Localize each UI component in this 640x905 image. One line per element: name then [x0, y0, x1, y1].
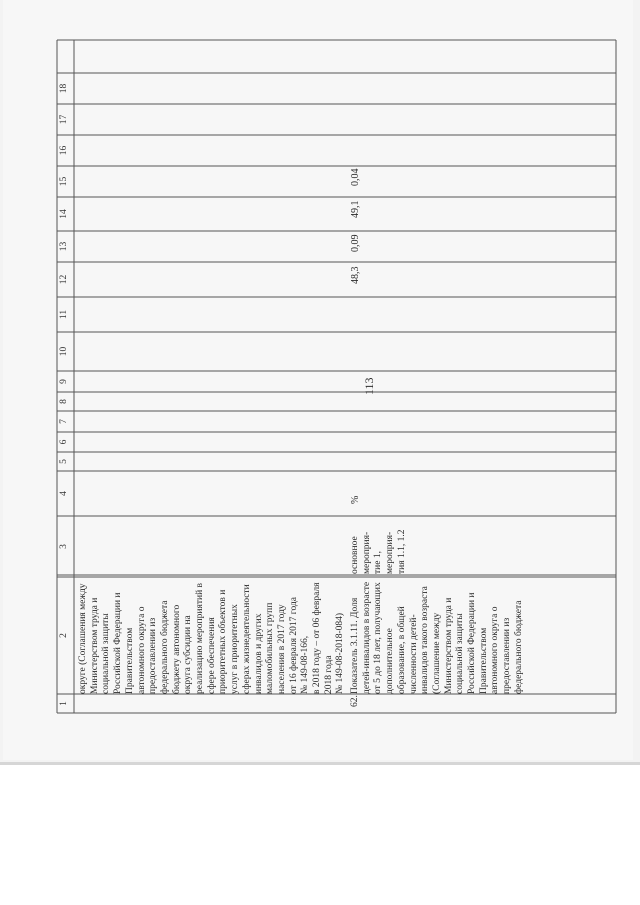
row-62-col11: 48,3	[350, 266, 361, 284]
row-62-measure-line: основное	[350, 536, 360, 574]
previous-row-line: от 16 февраля 2017 года	[288, 597, 299, 694]
row-62-line: Российской Федерации и	[467, 592, 477, 694]
previous-row-line: № 149-08-2018-084)	[335, 612, 346, 694]
column-header-17: 17	[59, 114, 69, 125]
previous-row-line: в 2018 году – от 06 февраля	[312, 582, 322, 694]
previous-row-line: инвалидов и других	[253, 613, 264, 694]
previous-row-line: 2018 года	[323, 655, 334, 694]
row-62-col13: 49,1	[350, 200, 361, 218]
row-62-line: Показатель 3.1.11. Доля	[350, 597, 360, 694]
row-62-col14: 0,04	[350, 168, 361, 186]
column-header-7: 7	[59, 419, 69, 424]
previous-row-line: сферах жизнедеятельности	[241, 584, 252, 694]
row-62-number: 62.	[350, 695, 360, 707]
row-62-line: Правительством	[478, 627, 489, 694]
previous-row-line: Российской Федерации и	[113, 592, 124, 694]
previous-row-line: сфере обеспечения	[206, 617, 217, 694]
previous-row-line: услуг в приоритетных	[230, 604, 241, 694]
row-62-measure-line: мероприя-	[361, 531, 372, 574]
row-62-line: (Соглашение между	[431, 612, 442, 694]
column-header-3: 3	[59, 544, 69, 549]
column-header-16: 16	[59, 145, 69, 156]
row-62-line: федерального бюджета	[513, 600, 524, 694]
column-header-12: 12	[59, 274, 69, 285]
row-62-line: численности детей-	[408, 614, 419, 694]
row-62-line: автономного округа о	[490, 606, 501, 694]
previous-row-line: федерального бюджета	[159, 600, 170, 694]
row-62-line: Министерством труда и	[443, 597, 454, 694]
column-header-1: 1	[59, 701, 69, 706]
column-header-8: 8	[59, 399, 69, 404]
previous-row-line: бюджету автономного	[171, 604, 182, 694]
previous-row-line: реализацию мероприятий в	[195, 582, 205, 694]
row-62-line: предоставлении из	[502, 617, 513, 694]
column-header-10: 10	[59, 346, 69, 357]
previous-row-line: округе (Соглашения между	[78, 583, 88, 694]
row-62-line: инвалидов такого возраста	[420, 586, 431, 694]
row-62-line: детей-инвалидов в возрасте	[361, 581, 372, 694]
row-62-line: социальной защиты	[455, 613, 466, 694]
row-62-measure-line: тия 1.1, 1.2	[396, 529, 407, 574]
column-header-5: 5	[59, 459, 69, 464]
previous-row-line: № 149-08-166,	[300, 635, 311, 694]
row-62-measure-line: мероприя-	[385, 531, 396, 574]
column-header-18: 18	[59, 83, 69, 94]
column-header-6: 6	[59, 439, 69, 445]
column-header-13: 13	[59, 241, 69, 252]
previous-row-line: Министерством труда и	[89, 597, 100, 694]
row-62-line: образование, в общей	[396, 606, 407, 694]
previous-row-line: автономного округа о	[136, 606, 147, 694]
row-62-line: от 5 до 18 лет, получающих	[373, 582, 384, 694]
page-number: 113	[362, 377, 376, 395]
previous-row-line: маломобильных групп	[265, 602, 276, 694]
row-62-line: дополнительное	[385, 628, 396, 694]
row-62-measure-line: тие 1,	[373, 551, 384, 574]
column-header-2: 2	[59, 633, 69, 638]
previous-row-line: округа субсидии на	[183, 615, 194, 694]
column-header-14: 14	[59, 209, 69, 219]
column-header-4: 4	[59, 491, 69, 496]
previous-row-line: населения в 2017 году	[276, 604, 287, 694]
row-62-col12: 0,09	[350, 234, 361, 252]
column-header-11: 11	[59, 309, 69, 320]
previous-row-line: социальной защиты	[101, 613, 112, 694]
column-header-9: 9	[59, 379, 69, 384]
row-62-unit: %	[350, 495, 361, 504]
previous-row-line: приоритетных объектов и	[218, 589, 229, 694]
previous-row-line: предоставлении из	[148, 617, 159, 694]
previous-row-line: Правительством	[124, 627, 135, 694]
column-header-15: 15	[59, 176, 69, 187]
